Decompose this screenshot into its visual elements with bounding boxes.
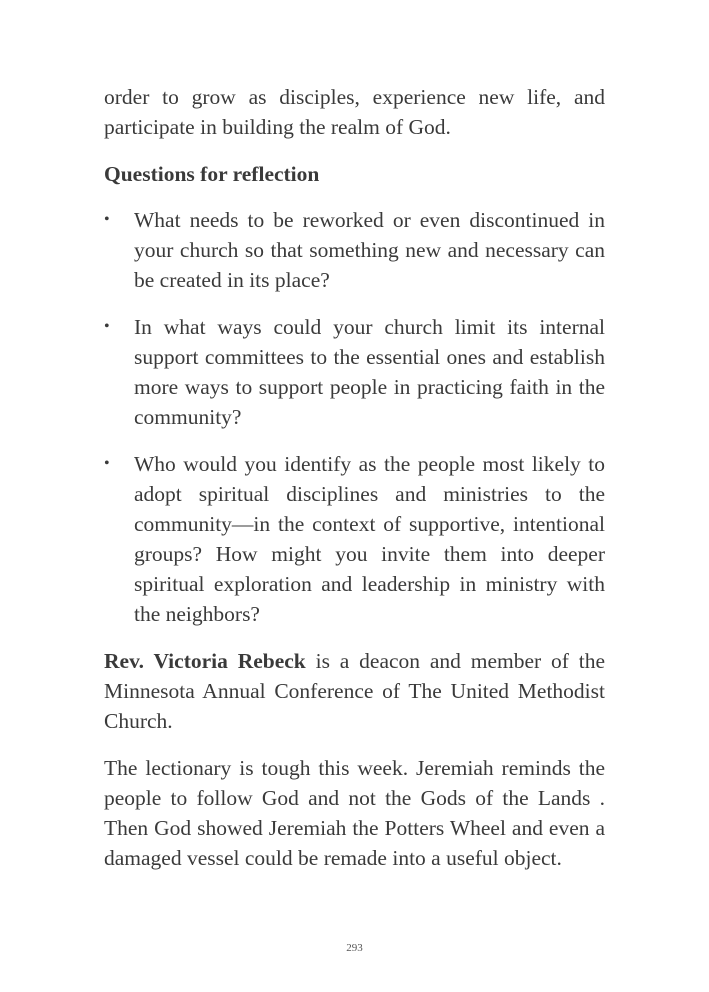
section-heading: Questions for reflection — [104, 162, 320, 186]
question-text: In what ways could your church limit its internal support committees to the essential ones and establish more ways to support people in practicing faith in the community? — [134, 315, 605, 429]
question-text: Who would you identify as the people most likely to adopt spiritual disciplines and ministries to the community—in the context of supportive, intentional groups? How might you invite them into deeper spiritual exploration and leadership in ministry with the neighbors? — [134, 452, 605, 626]
bullet-icon: • — [104, 455, 110, 472]
continuation-paragraph: order to grow as disciples, experience new life, and participate in building the realm of God. — [104, 85, 605, 139]
author-name: Rev. Victoria Rebeck — [104, 649, 306, 673]
page-number: 293 — [346, 942, 363, 954]
list-item — [104, 312, 605, 432]
closing-paragraph: The lectionary is tough this week. Jeremiah reminds the people to follow God and not the Gods of the Lands . Then God showed Jeremiah the Potters Wheel and even a damaged vessel could be remade into a useful object. — [104, 756, 605, 870]
bullet-icon: • — [104, 318, 110, 335]
author-bio-text: is a deacon and member of the Minnesota Annual Conference of The United Methodist Church. — [104, 649, 605, 733]
question-text: What needs to be reworked or even discontinued in your church so that something new and necessary can be created in its place? — [134, 208, 605, 292]
list-item — [104, 449, 605, 629]
reflection-questions-list — [104, 205, 605, 629]
author-bio — [104, 646, 605, 736]
list-item — [104, 205, 605, 295]
bullet-icon: • — [104, 211, 110, 228]
page-body — [104, 82, 605, 873]
